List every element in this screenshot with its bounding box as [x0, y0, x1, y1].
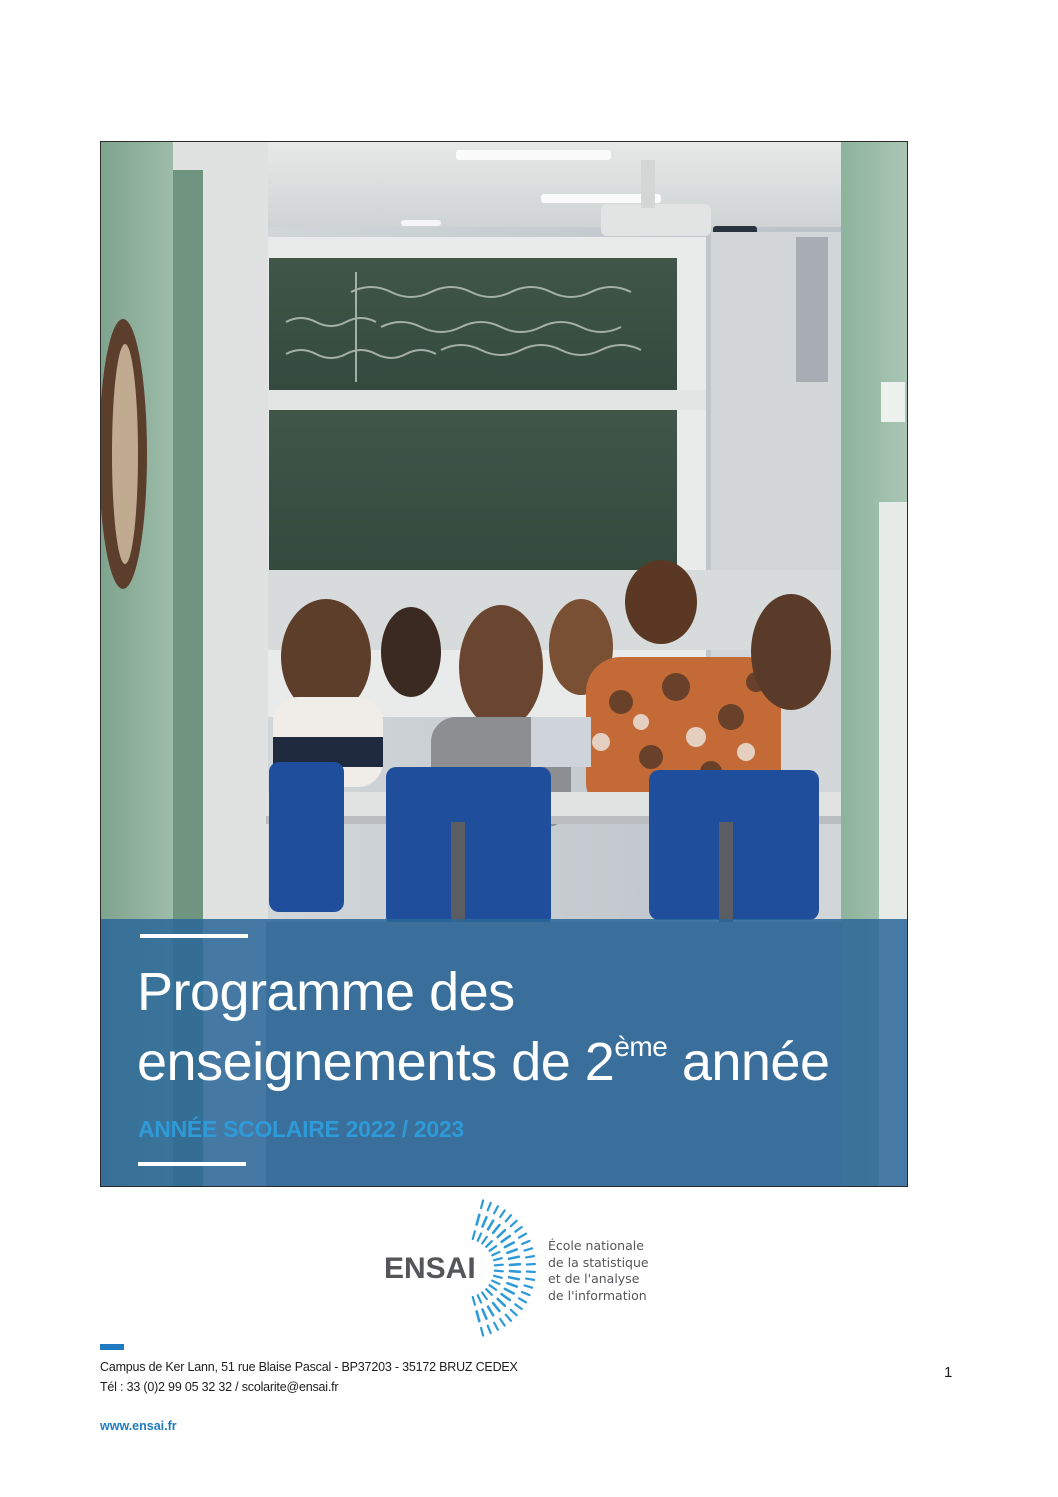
title-rule-top [140, 934, 248, 938]
burst-dash [522, 1241, 529, 1244]
website-link[interactable]: www.ensai.fr [100, 1419, 177, 1433]
burst-dash [481, 1328, 483, 1336]
burst-dash [482, 1293, 487, 1300]
title-rule-bottom [138, 1162, 246, 1166]
burst-dash [481, 1200, 483, 1208]
burst-dash [495, 1265, 503, 1266]
burst-dash [511, 1221, 517, 1226]
footer-accent-bar [100, 1344, 124, 1350]
burst-dash [478, 1234, 481, 1241]
burst-dash [498, 1230, 505, 1237]
burst-dash [509, 1277, 519, 1279]
burst-dash [515, 1227, 521, 1232]
burst-dash [510, 1264, 520, 1265]
burst-dash [492, 1252, 499, 1255]
burst-dash [488, 1326, 491, 1333]
burst-dash [488, 1307, 493, 1316]
burst-dash [505, 1242, 514, 1247]
burst-dash [490, 1285, 497, 1290]
burst-dash [477, 1215, 480, 1225]
burst-dash [507, 1283, 516, 1286]
burst-dash [477, 1311, 480, 1321]
burst-dash [506, 1215, 511, 1221]
title-line2-prefix: enseignements de 2 [137, 1032, 615, 1092]
burst-dash [505, 1289, 514, 1294]
burst-dash [494, 1258, 502, 1260]
ensai-logo [380, 1196, 660, 1346]
burst-dash [526, 1256, 534, 1257]
burst-dash [492, 1281, 499, 1284]
burst-dash [473, 1297, 475, 1305]
burst-dash [500, 1319, 505, 1326]
footer-contact: Tél : 33 (0)2 99 05 32 32 / scolarite@ensai.fr [100, 1380, 339, 1394]
burst-dash [522, 1292, 529, 1295]
burst-dash [494, 1323, 498, 1330]
burst-dash [478, 1295, 481, 1302]
title-line1: Programme des [137, 962, 515, 1022]
title-line2-superscript: ème [614, 1031, 668, 1062]
burst-dash [493, 1225, 499, 1233]
burst-dash [509, 1257, 519, 1259]
logo-tagline-line: de l'information [548, 1287, 647, 1303]
burst-dash [473, 1231, 475, 1239]
burst-dash [495, 1271, 503, 1272]
burst-dash [525, 1285, 533, 1287]
burst-dash [510, 1271, 520, 1272]
burst-dash [488, 1221, 493, 1230]
page-number: 1 [944, 1364, 953, 1381]
logo-tagline [548, 1238, 649, 1304]
burst-dash [494, 1276, 502, 1278]
cover-photo [100, 141, 908, 1187]
burst-dash [482, 1237, 487, 1244]
burst-dash [525, 1248, 533, 1250]
burst-dash [519, 1298, 526, 1302]
title-line2-suffix: année [667, 1032, 830, 1092]
burst-dash [488, 1203, 491, 1210]
burst-dash [498, 1299, 505, 1306]
burst-dash [493, 1303, 499, 1311]
burst-dash [490, 1246, 497, 1251]
burst-dash [486, 1289, 492, 1295]
burst-dash [494, 1206, 498, 1213]
burst-dash [511, 1310, 517, 1315]
burst-dash [502, 1236, 510, 1242]
burst-dash [502, 1294, 510, 1300]
burst-dash [500, 1210, 505, 1217]
burst-dash [506, 1315, 511, 1321]
logo-tagline-line: et de l'analyse [548, 1271, 640, 1286]
burst-dash [483, 1217, 487, 1226]
title-band [101, 919, 907, 1186]
burst-dash [483, 1309, 487, 1318]
logo-wordmark: ENSAI [384, 1252, 476, 1285]
logo-tagline-line: de la statistique [548, 1254, 649, 1270]
burst-dash [526, 1279, 534, 1280]
academic-year: ANNÉE SCOLAIRE 2022 / 2023 [138, 1116, 464, 1142]
logo-tagline-line: École nationale [548, 1238, 644, 1253]
burst-dash [507, 1249, 516, 1252]
burst-dash [519, 1234, 526, 1238]
footer-address: Campus de Ker Lann, 51 rue Blaise Pascal - BP37203 - 35172 BRUZ CEDEX [100, 1360, 518, 1374]
burst-dash [486, 1241, 492, 1247]
document-title [137, 957, 897, 1097]
burst-dash [515, 1304, 521, 1309]
